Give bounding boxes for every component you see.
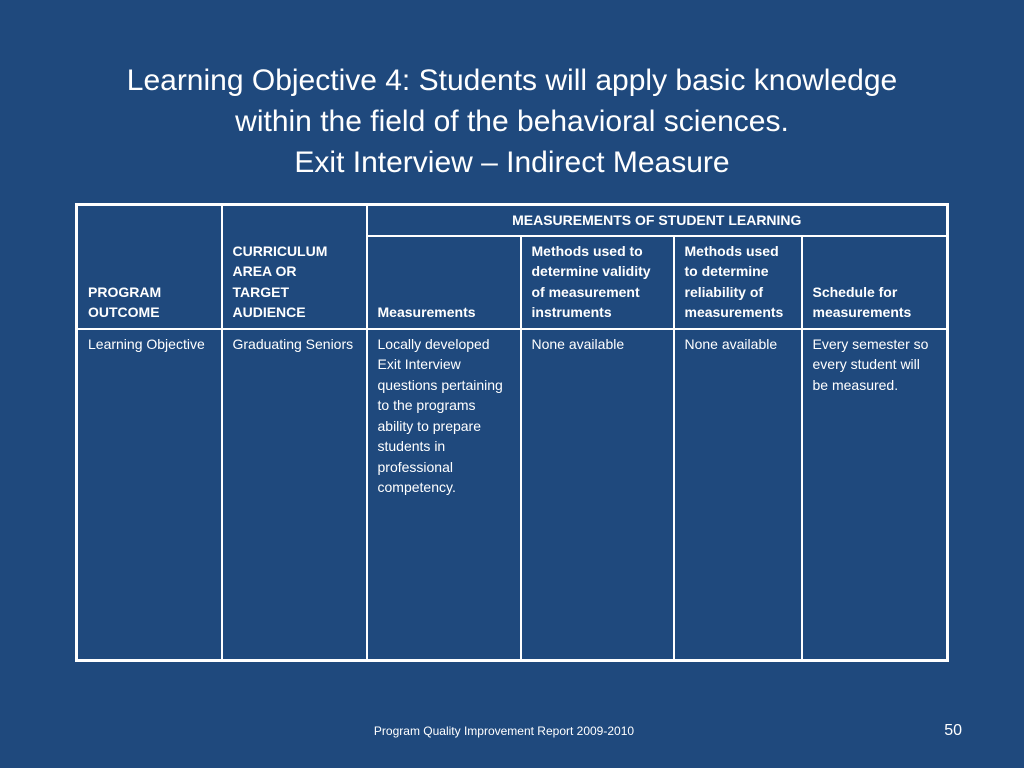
page-number: 50: [944, 722, 962, 739]
title-line-2: within the field of the behavioral sciences.: [235, 105, 789, 138]
footer-text: Program Quality Improvement Report 2009-2010: [373, 724, 635, 738]
cell-reliability: None available: [674, 329, 802, 661]
header-measurements: Measurements: [367, 236, 521, 329]
header-measurements-group: MEASUREMENTS OF STUDENT LEARNING: [367, 205, 948, 236]
cell-program-outcome: Learning Objective: [77, 329, 222, 661]
title-line-3: Exit Interview – Indirect Measure: [294, 146, 730, 179]
header-validity: Methods used to determine validity of measurement instruments: [521, 236, 674, 329]
header-program-outcome: PROGRAM OUTCOME: [77, 205, 222, 329]
table-row: [77, 329, 948, 661]
cell-curriculum: Graduating Seniors: [222, 329, 367, 661]
header-schedule: Schedule for measurements: [802, 236, 948, 329]
slide-title: [60, 60, 964, 183]
cell-measurements: Locally developed Exit Interview questions pertaining to the programs ability to prepare students in professional competency.: [367, 329, 521, 661]
header-reliability: Methods used to determine reliability of measurements: [674, 236, 802, 329]
assessment-table: [75, 203, 949, 662]
title-line-1: Learning Objective 4: Students will apply basic knowledge: [126, 64, 898, 97]
cell-validity: None available: [521, 329, 674, 661]
cell-schedule: Every semester so every student will be measured.: [802, 329, 948, 661]
header-curriculum: CURRICULUM AREA OR TARGET AUDIENCE: [222, 205, 367, 329]
